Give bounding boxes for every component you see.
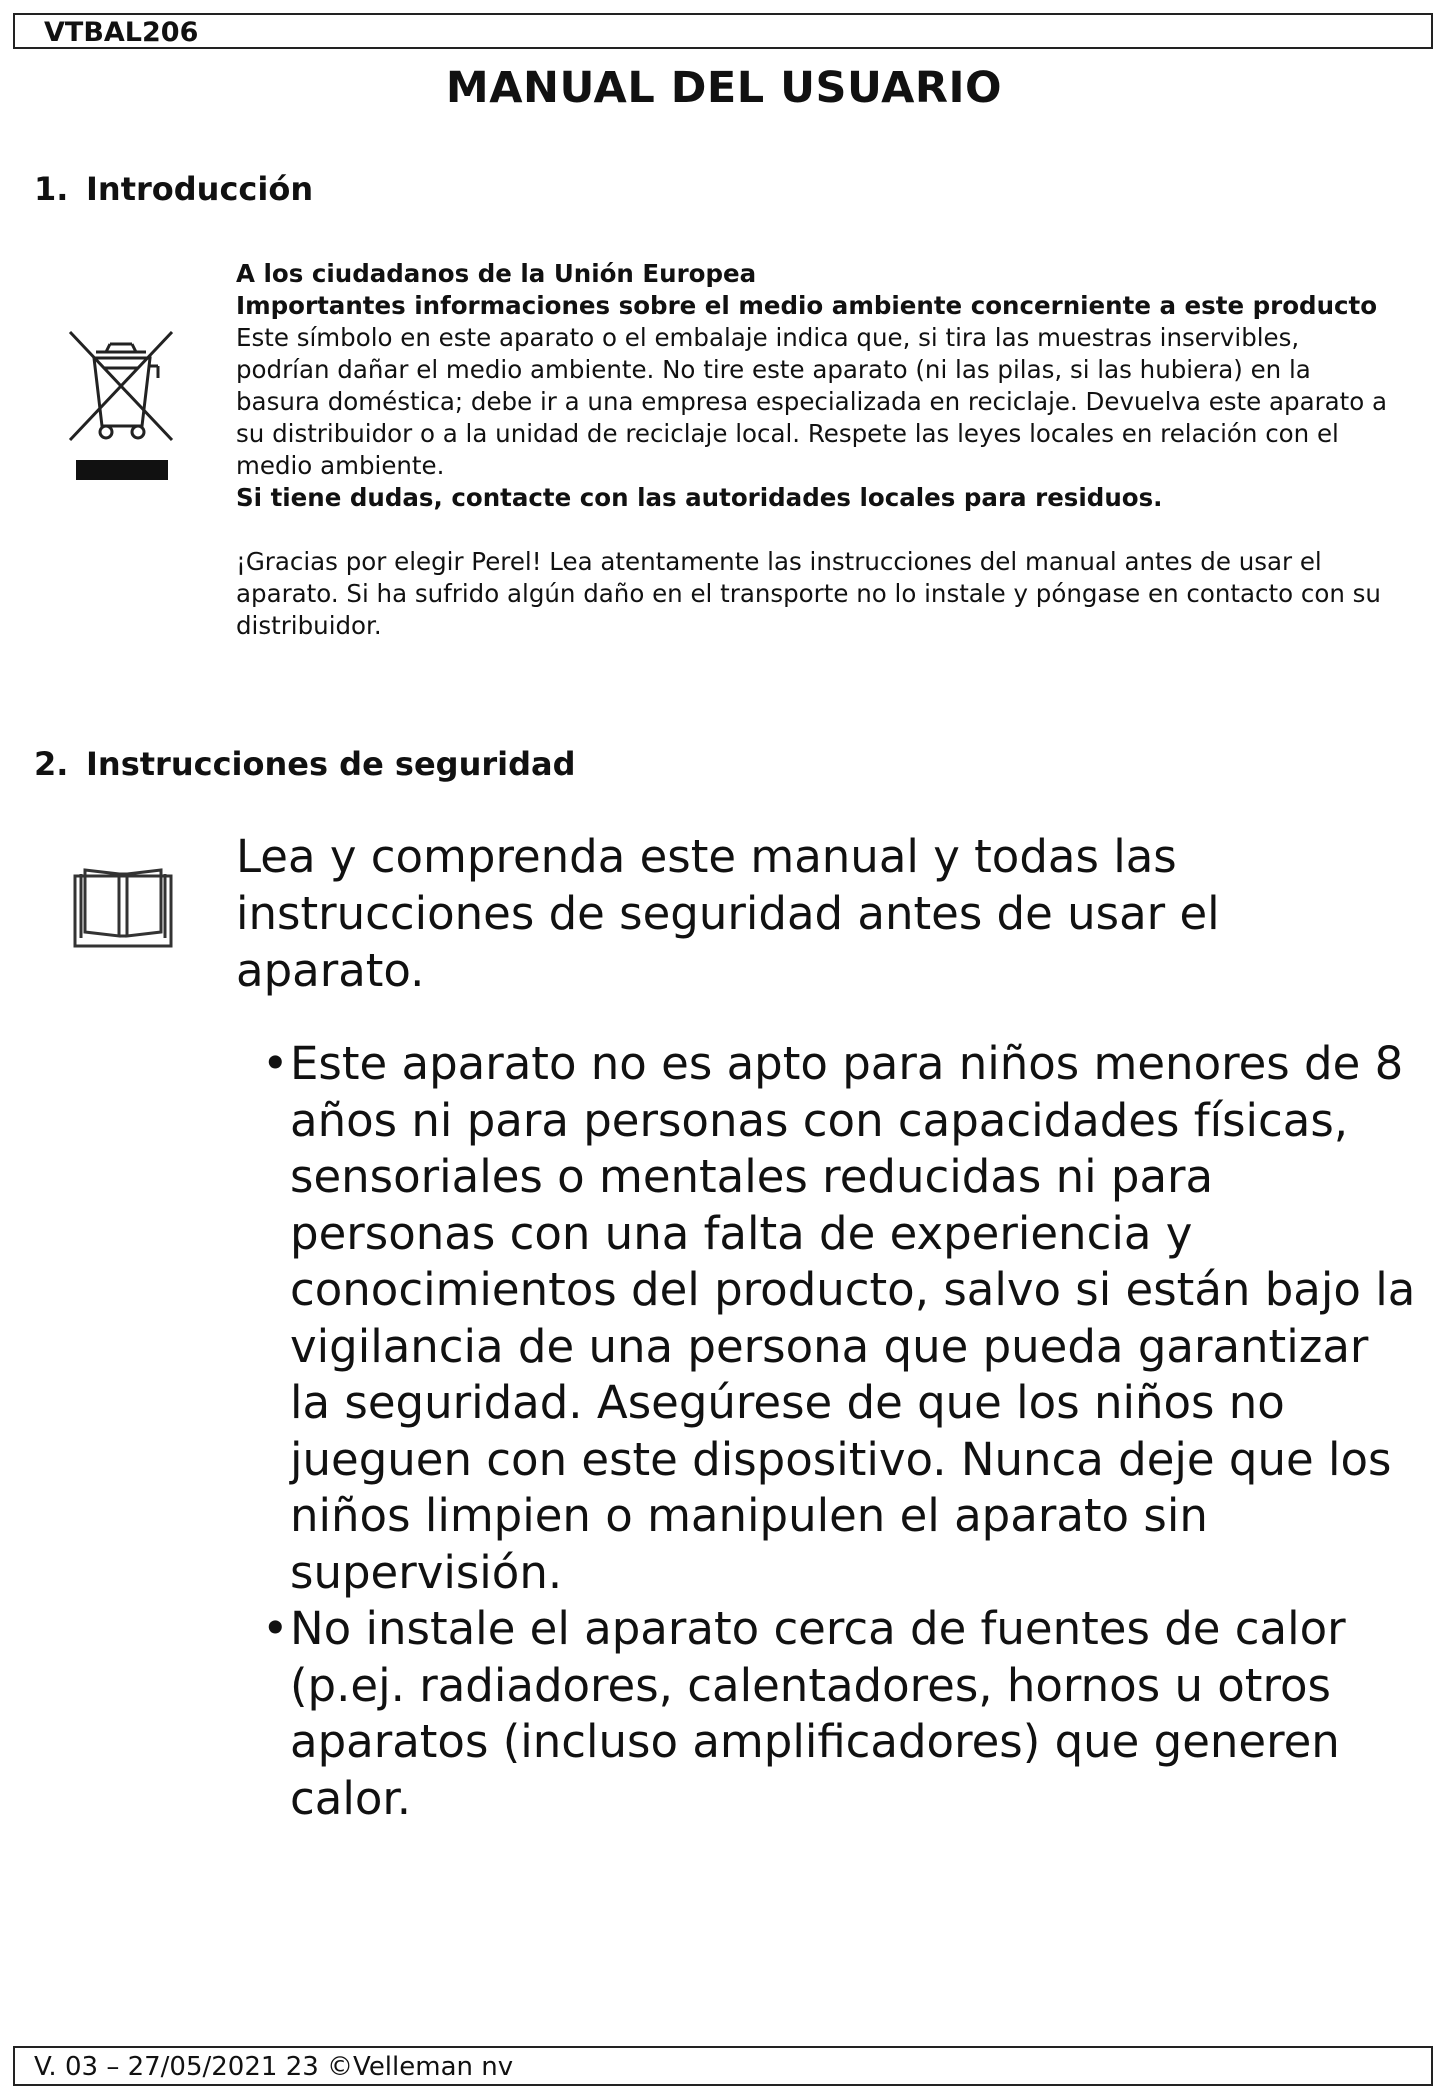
product-code: VTBAL206 <box>44 17 199 48</box>
list-item: •Este aparato no es apto para niños menores de 8 años ni para personas con capacidades físicas, sensoriales o mentales reducidas ni para personas con una falta de experiencia y conocimientos del producto, salvo si están bajo la vigilancia de una persona que pueda garantizar la seguridad. Asegúrese de que los niños no jueguen con este dispositivo. Nunca deje que los niños limpien o manipulen el aparato sin supervisión. <box>262 1037 1416 1599</box>
safety-lead: Lea y comprenda este manual y todas las instrucciones de seguridad antes de usar el aparato. <box>236 830 1220 997</box>
intro-heading-environment: Importantes informaciones sobre el medio ambiente concerniente a este producto <box>236 291 1378 320</box>
section-title: Instrucciones de seguridad <box>86 745 576 783</box>
intro-body: Este símbolo en este aparato o el embalaje indica que, si tira las muestras inservibles, podrían dañar el medio ambiente. No tire este aparato (ni las pilas, si las hubiera) en la basura doméstica; debe ir a una empresa especializada en reciclaje. Devuelva este aparato a su distribuidor o a la unidad de reciclaje local. Respete las leyes locales en relación con el medio ambiente. <box>236 323 1388 480</box>
weee-bin-icon <box>66 328 176 484</box>
section-title: Introducción <box>86 170 314 208</box>
bullet-dot-icon: • <box>262 1602 289 1655</box>
intro-notice: Si tiene dudas, contacte con las autoridades locales para residuos. <box>236 483 1163 512</box>
footer-text: V. 03 – 27/05/2021 23 ©Velleman nv <box>34 2052 514 2082</box>
section-heading-introduction <box>34 170 313 208</box>
intro-block <box>236 258 1396 642</box>
page-title: MANUAL DEL USUARIO <box>445 63 1003 113</box>
header-frame <box>13 13 1433 49</box>
list-item: •No instale el aparato cerca de fuentes de calor (p.ej. radiadores, calentadores, hornos u otros aparatos (incluso amplificadores) que generen calor. <box>262 1602 1346 1825</box>
intro-thanks: ¡Gracias por elegir Perel! Lea atentamente las instrucciones del manual antes de usar el aparato. Si ha sufrido algún daño en el transporte no lo instale y póngase en contacto con su distribuidor. <box>236 547 1381 640</box>
bullet-dot-icon: • <box>262 1037 289 1090</box>
read-manual-icon <box>73 862 173 948</box>
section-number: 1. <box>34 170 69 208</box>
section-heading-safety <box>34 745 576 783</box>
section-number: 2. <box>34 745 69 783</box>
intro-heading-eu: A los ciudadanos de la Unión Europea <box>236 259 757 288</box>
safety-bullet-list <box>236 1036 1416 1827</box>
